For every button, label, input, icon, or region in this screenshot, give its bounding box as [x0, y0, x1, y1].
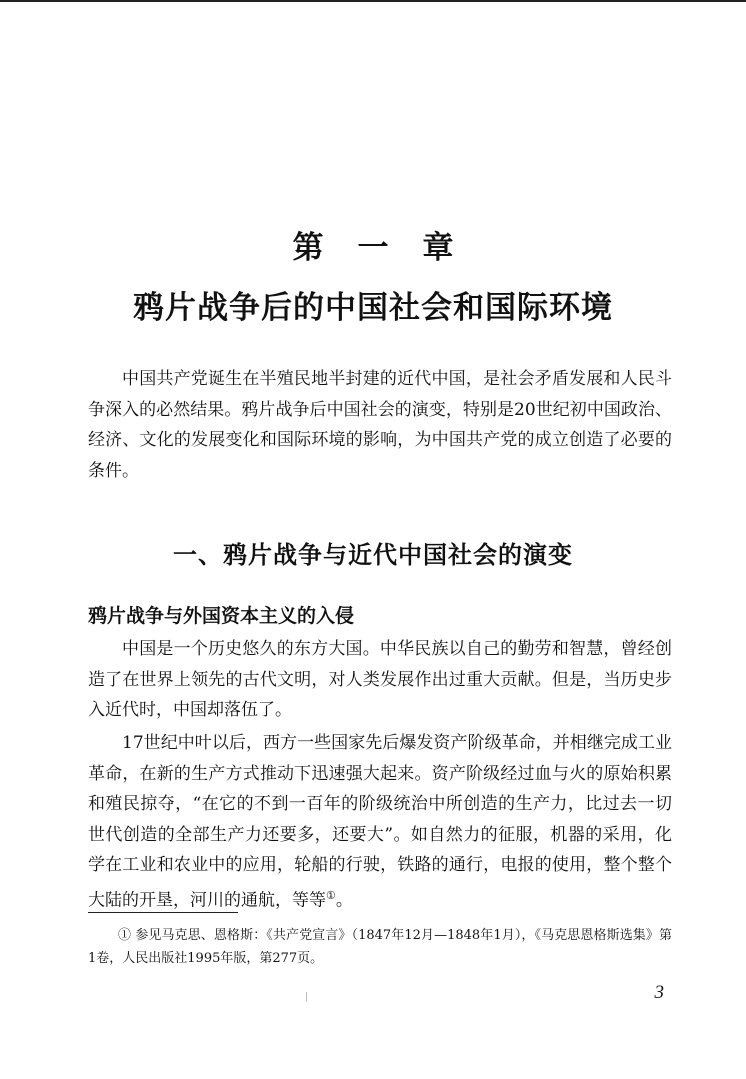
body-paragraph-2: [88, 728, 672, 916]
chapter-number: 第一章: [292, 230, 488, 266]
section-title: 一、鸦片战争与近代中国社会的演变: [173, 541, 573, 569]
intro-paragraph: 中国共产党诞生在半殖民地半封建的近代中国，是社会矛盾发展和人民斗争深入的必然结果。鸦片战争后中国社会的演变，特别是20世纪初中国政治、经济、文化的发展变化和国际环境的影响，为中国共产党的成立创造了必要的条件。: [88, 369, 672, 481]
body-paragraph-1: 中国是一个历史悠久的东方大国。中华民族以自己的勤劳和智慧，曾经创造了在世界上领先的古代文明，对人类发展作出过重大贡献。但是，当历史步入近代时，中国却落伍了。: [88, 639, 672, 720]
top-border-line: [0, 0, 746, 2]
sentence-end-mark: 。: [335, 890, 353, 911]
page-number: 3: [654, 982, 664, 1003]
footnote-reference-marker[interactable]: ①: [326, 888, 336, 902]
subsection-title: 鸦片战争与外国资本主义的入侵: [88, 605, 355, 627]
footnote-text: ① 参见马克思、恩格斯：《共产党宣言》（1847年12月—1848年1月），《马克思恩格斯选集》第1卷，人民出版社1995年版，第277页。: [88, 928, 672, 966]
scan-speck: [306, 992, 307, 1002]
footnote-divider: [88, 912, 238, 913]
chapter-title: 鸦片战争后的中国社会和国际环境: [133, 290, 613, 326]
body-paragraph-2-text: 17世纪中叶以后，西方一些国家先后爆发资产阶级革命，并相继完成工业革命，在新的生产方式推动下迅速强大起来。资产阶级经过血与火的原始积累和殖民掠夺，“在它的不到一百年的阶级统治中所创造的生产力，比过去一切世代创造的全部生产力还要多，还要大”。如自然力的征服，机器的采用，化学在工业和农业中的应用，轮船的行驶，铁路的通行，电报的使用，整个整个大陆的开垦，河川的通航，等等: [88, 733, 672, 911]
